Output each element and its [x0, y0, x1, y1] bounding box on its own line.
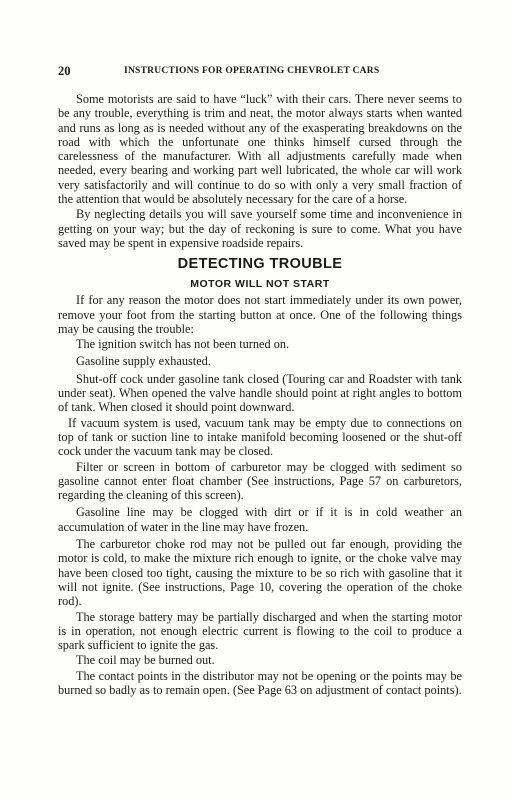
page-header [58, 64, 460, 80]
paragraph: Gasoline line may be clogged with dirt or if it is in cold weather an accumulation of water in the line may have frozen. [58, 505, 462, 534]
paragraph: Filter or screen in bottom of carburetor may be clogged with sediment so gasoline cannot enter float chamber (See instructions, Page 57 on carburetors, regarding the cleaning of this screen). [58, 459, 462, 503]
paragraph: If for any reason the motor does not start immediately under its own power, remove your foot from the starting button at once. One of the following things may be causing the trouble: [58, 293, 462, 336]
section-heading: DETECTING TROUBLE [177, 256, 343, 273]
subsection-heading: MOTOR WILL NOT START [190, 278, 330, 291]
paragraph: The contact points in the distributor may not be opening or the points may be burned so badly as to remain open. (See Page 63 on adjustment of contact points). [58, 668, 462, 697]
page-body [58, 92, 462, 698]
paragraph: By neglecting details you will save yourself some time and inconvenience in getting on your way; but the day of reckoning is sure to come. What you have saved may be spent in expensive roadside repairs. [58, 207, 462, 250]
paragraph: The coil may be burned out. [76, 653, 215, 668]
paragraph: The carburetor choke rod may not be pulled out far enough, providing the motor is cold, to make the mixture rich enough to ignite, or the choke valve may have been closed too tight, causing the mixture to be so rich with gasoline that it will not ignite. (See instructions, Page 10, covering the operation of the choke rod). [58, 537, 462, 609]
paragraph: Shut-off cock under gasoline tank closed (Touring car and Roadster with tank under seat). When opened the valve handle should point at right angles to bottom of tank. When closed it should point downward. [58, 371, 462, 415]
paragraph: Gasoline supply exhausted. [76, 354, 211, 369]
paragraph: The ignition switch has not been turned on. [76, 337, 290, 352]
page-number: 20 [58, 64, 71, 78]
running-head: INSTRUCTIONS FOR OPERATING CHEVROLET CARS [124, 66, 380, 76]
paragraph: Some motorists are said to have “luck” with their cars. There never seems to be any trouble, everything is trim and neat, the motor always starts when wanted and runs as long as is needed without any of the exasperating breakdowns on the road with which the unfortunate one thinks himself cursed through the carelessness of the manufacturer. With all adjustments carefully made when needed, every bearing and working part well lubricated, the whole car will work very satisfactorily and will continue to do so with only a very small fraction of the attention that would be absolutely necessary for the care of a horse. [58, 92, 462, 207]
paragraph: If vacuum system is used, vacuum tank may be empty due to connections on top of tank or suction line to intake manifold becoming loosened or the shut-off cock under the vacuum tank may be closed. [58, 415, 462, 459]
paragraph: The storage battery may be partially discharged and when the starting motor is in operation, not enough electric current is flowing to the coil to produce a spark sufficient to ignite the gas. [58, 609, 462, 653]
